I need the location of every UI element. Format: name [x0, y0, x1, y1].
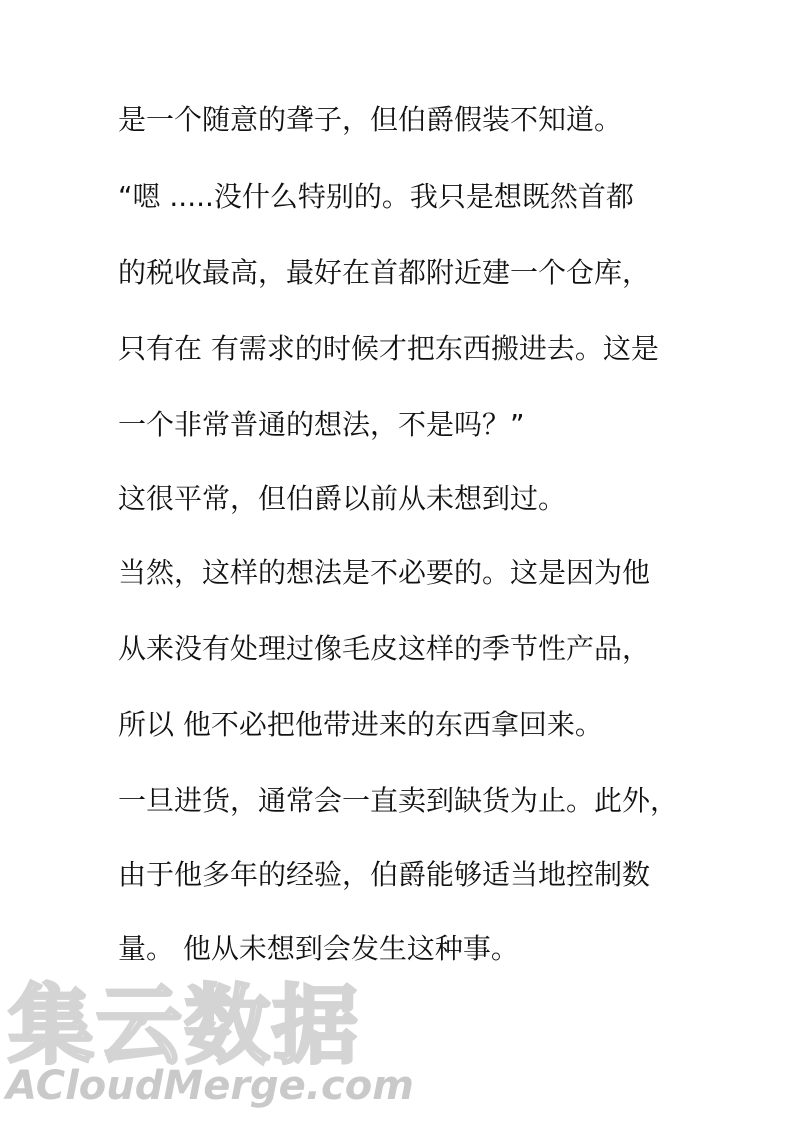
text-line: 只有在 有需求的时候才把东西搬进去。这是 [118, 332, 659, 365]
text-line: “嗯 .....没什么特别的。我只是想既然首都 [118, 180, 634, 213]
text-line: 所以 他不必把他带进来的东西拿回来。 [118, 708, 603, 741]
text-line: 当然，这样的想法是不必要的。这是因为他 [118, 556, 651, 589]
text-line: 由于他多年的经验，伯爵能够适当地控制数 [118, 858, 651, 891]
text-line: 这很平常，但伯爵以前从未想到过。 [118, 482, 567, 515]
text-line: 一旦进货，通常会一直卖到缺货为止。此外， [118, 784, 679, 817]
text-line: 是一个随意的聋子，但伯爵假装不知道。 [118, 103, 623, 136]
watermark-latin: ACloudMerge.com [6, 1063, 414, 1109]
text-line: 的税收最高，最好在首都附近建一个仓库， [118, 256, 651, 289]
watermark-chinese: 集云数据 [8, 976, 360, 1076]
text-line: 从来没有处理过像毛皮这样的季节性产品， [118, 632, 651, 665]
text-line: 量。 他从未想到会发生这种事。 [118, 932, 519, 965]
text-line: 一个非常普通的想法，不是吗？” [118, 408, 525, 441]
